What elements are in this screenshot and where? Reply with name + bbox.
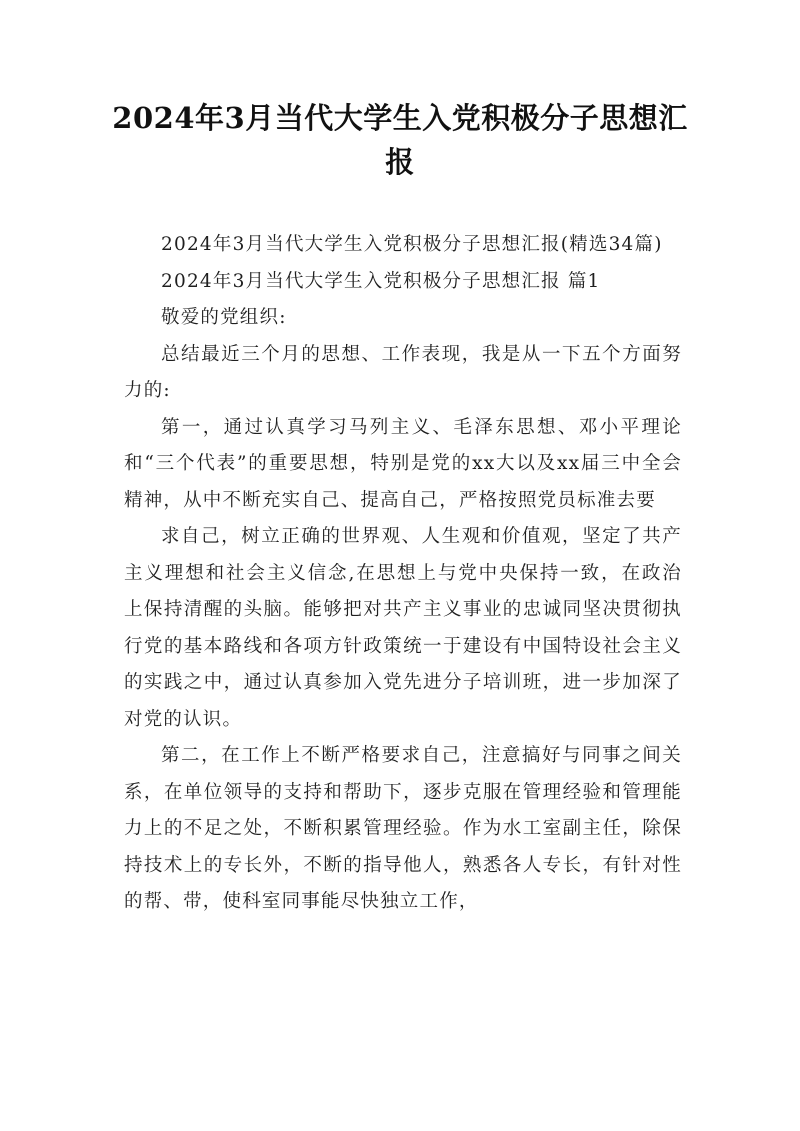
document-title: 2024年3月当代大学生入党积极分子思想汇报 [112, 101, 688, 179]
document-body [124, 227, 682, 921]
paragraph-first-point-continued: 求自己，树立正确的世界观、人生观和价值观，坚定了共产主义理想和社会主义信念,在思想上与党中央保持一致，在政治上保持清醒的头脑。能够把对共产主义事业的忠诚同坚决贯彻执行党的基本路线和各项方针政策统一于建设有中国特设社会主义的实践之中，通过认真参加入党先进分子培训班，进一步加深了对党的认识。 [124, 526, 682, 730]
paragraph-summary: 总结最近三个月的思想、工作表现，我是从一下五个方面努力的: [124, 343, 682, 401]
paragraph-first-point: 第一，通过认真学习马列主义、毛泽东思想、邓小平理论和“三个代表”的重要思想，特别是党的xx大以及xx届三中全会精神，从中不断充实自己、提高自己，严格按照党员标准去要 [124, 416, 682, 511]
paragraph-subtitle: 2024年3月当代大学生入党积极分子思想汇报(精选34篇) [161, 234, 663, 255]
paragraph-salutation: 敬爱的党组织: [161, 307, 287, 328]
paragraph-second-point: 第二，在工作上不断严格要求自己，注意搞好与同事之间关系，在单位领导的支持和帮助下，逐步克服在管理经验和管理能力上的不足之处，不断积累管理经验。作为水工室副主任，除保持技术上的专长外，不断的指导他人，熟悉各人专长，有针对性的帮、带，使科室同事能尽快独立工作， [124, 745, 682, 912]
paragraph-section-heading: 2024年3月当代大学生入党积极分子思想汇报 篇1 [161, 270, 601, 292]
